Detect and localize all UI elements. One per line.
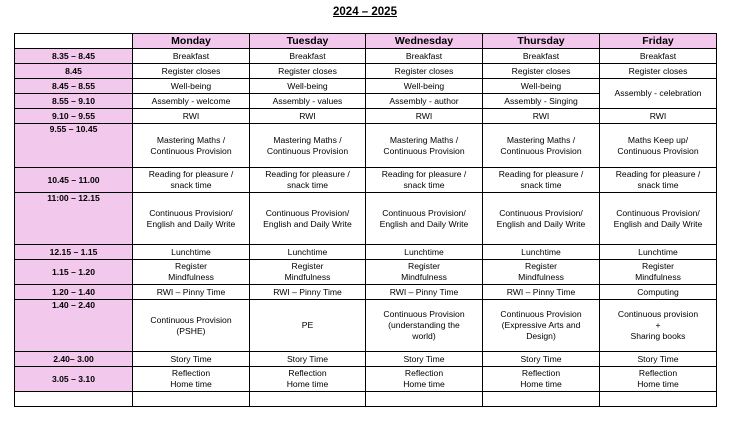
activity-cell-friday: [600, 367, 717, 392]
activity-text: Continuous Provision: [150, 145, 232, 156]
activity-cell-monday: [133, 168, 250, 193]
activity-cell-monday: [133, 79, 250, 94]
activity-text: Continuous Provision: [383, 309, 465, 319]
activity-text: Reading for pleasure /: [148, 169, 234, 179]
activity-text: Continuous provision: [617, 309, 699, 319]
activity-text: Mastering Maths /: [506, 134, 576, 145]
timetable-row: [15, 124, 717, 168]
activity-text: Continuous Provision: [266, 145, 349, 156]
activity-text: Assembly - Singing: [504, 95, 578, 106]
activity-text: RWI – Pinny Time: [156, 286, 226, 297]
activity-text: Mindfulness: [518, 272, 564, 282]
time-slot-cell: 1.15 – 1.20: [15, 260, 133, 285]
activity-text: Lunchtime: [287, 246, 328, 257]
activity-cell-thursday: [483, 367, 600, 392]
time-slot-cell: 11:00 – 12.15: [15, 193, 133, 245]
activity-text: (Expressive Arts and: [501, 320, 581, 330]
activity-cell-thursday: [483, 79, 600, 94]
day-header-row: [15, 34, 717, 49]
activity-text: English and Daily Write: [613, 218, 703, 229]
activity-cell-tuesday: [250, 245, 366, 260]
activity-text: snack time: [637, 180, 679, 190]
activity-text: Continuous Provision: [383, 145, 465, 156]
activity-text: snack time: [520, 180, 562, 190]
activity-cell-friday: [600, 392, 717, 407]
activity-text: Mindfulness: [401, 272, 447, 282]
day-header-friday: Friday: [600, 34, 717, 49]
activity-text: Assembly - author: [389, 95, 459, 106]
time-slot-cell: 8.45 – 8.55: [15, 79, 133, 94]
activity-cell-tuesday: [250, 94, 366, 109]
activity-text: English and Daily Write: [263, 218, 352, 229]
activity-text: Story Time: [403, 353, 445, 364]
activity-cell-wednesday: [366, 124, 483, 168]
activity-text: Mindfulness: [635, 272, 681, 282]
activity-cell-monday: [133, 109, 250, 124]
time-slot-cell: 2.40– 3.00: [15, 352, 133, 367]
day-header-thursday: Thursday: [483, 34, 600, 49]
activity-text: Reflection: [404, 368, 444, 378]
activity-cell-tuesday: [250, 260, 366, 285]
activity-text: Home time: [403, 379, 445, 389]
activity-text: Reflection: [638, 368, 678, 378]
activity-text: Continuous Provision: [500, 145, 582, 156]
activity-text: (PSHE): [176, 325, 206, 336]
activity-text: Lunchtime: [171, 246, 211, 257]
activity-cell-friday: [600, 168, 717, 193]
activity-cell-wednesday: [366, 168, 483, 193]
activity-text: Design): [526, 331, 556, 341]
activity-cell-tuesday: [250, 285, 366, 300]
activity-cell-monday: [133, 352, 250, 367]
activity-cell-tuesday: [250, 79, 366, 94]
timetable-row: [15, 49, 717, 64]
activity-cell-monday: [133, 64, 250, 79]
activity-cell-tuesday: [250, 124, 366, 168]
activity-text: Continuous Provision: [150, 314, 232, 325]
activity-text: Register closes: [394, 65, 454, 76]
activity-cell-friday: [600, 193, 717, 245]
activity-cell-friday: [600, 245, 717, 260]
activity-cell-wednesday: [366, 193, 483, 245]
activity-text: Home time: [170, 379, 212, 389]
activity-text: RWI: [299, 110, 316, 121]
activity-cell-monday: [133, 245, 250, 260]
activity-text: Continuous Provision/: [382, 207, 466, 218]
activity-text: English and Daily Write: [146, 218, 236, 229]
activity-cell-friday: [600, 109, 717, 124]
activity-cell-friday: [600, 285, 717, 300]
activity-cell-monday: [133, 94, 250, 109]
activity-text: Home time: [637, 379, 679, 389]
time-slot-cell: 8.55 – 9.10: [15, 94, 133, 109]
activity-cell-tuesday: [250, 193, 366, 245]
activity-cell-tuesday: [250, 49, 366, 64]
activity-text: Register closes: [278, 65, 337, 76]
activity-cell-thursday: [483, 124, 600, 168]
activity-cell-friday: [600, 79, 717, 109]
timetable-row: [15, 168, 717, 193]
activity-cell-monday: [133, 124, 250, 168]
activity-text: Reading for pleasure /: [615, 169, 701, 179]
activity-cell-friday: [600, 352, 717, 367]
activity-cell-thursday: [483, 260, 600, 285]
activity-text: RWI: [649, 110, 667, 121]
timetable: [14, 33, 717, 407]
activity-text: Continuous Provision/: [149, 207, 233, 218]
activity-cell-tuesday: [250, 64, 366, 79]
timetable-row: [15, 245, 717, 260]
activity-cell-monday: [133, 300, 250, 352]
activity-text: Home time: [286, 379, 329, 389]
time-slot-cell: [15, 392, 133, 407]
time-slot-cell: 8.35 – 8.45: [15, 49, 133, 64]
activity-cell-tuesday: [250, 168, 366, 193]
time-slot-cell: 9.10 – 9.55: [15, 109, 133, 124]
activity-cell-friday: [600, 260, 717, 285]
activity-text: Breakfast: [289, 50, 326, 61]
activity-text: Reflection: [288, 368, 327, 378]
activity-cell-wednesday: [366, 109, 483, 124]
activity-cell-wednesday: [366, 300, 483, 352]
activity-text: Register: [525, 261, 557, 271]
activity-cell-wednesday: [366, 260, 483, 285]
activity-text: Computing: [637, 286, 679, 297]
activity-cell-thursday: [483, 49, 600, 64]
activity-text: Mindfulness: [284, 272, 331, 282]
activity-cell-wednesday: [366, 352, 483, 367]
activity-cell-wednesday: [366, 367, 483, 392]
activity-text: Register: [291, 261, 324, 271]
activity-text: Register: [408, 261, 440, 271]
activity-cell-tuesday: [250, 352, 366, 367]
time-slot-cell: 1.20 – 1.40: [15, 285, 133, 300]
activity-cell-tuesday: [250, 109, 366, 124]
activity-cell-wednesday: [366, 94, 483, 109]
timetable-row: [15, 64, 717, 79]
activity-cell-monday: [133, 285, 250, 300]
time-slot-cell: 10.45 – 11.00: [15, 168, 133, 193]
activity-text: Reading for pleasure /: [265, 169, 350, 179]
activity-cell-thursday: [483, 392, 600, 407]
timetable-row: [15, 193, 717, 245]
activity-text: Assembly - values: [272, 95, 343, 106]
activity-cell-monday: [133, 367, 250, 392]
time-slot-cell: 8.45: [15, 64, 133, 79]
activity-text: Story Time: [637, 353, 679, 364]
activity-text: Assembly - celebration: [614, 88, 702, 98]
activity-text: Reading for pleasure /: [498, 169, 584, 179]
activity-text: English and Daily Write: [379, 218, 469, 229]
activity-text: Reflection: [171, 368, 211, 378]
activity-cell-monday: [133, 392, 250, 407]
activity-cell-monday: [133, 260, 250, 285]
activity-text: Breakfast: [522, 50, 560, 61]
activity-text: Well-being: [520, 80, 562, 91]
activity-text: Sharing books: [630, 331, 686, 341]
activity-text: Reading for pleasure /: [381, 169, 467, 179]
activity-cell-tuesday: [250, 392, 366, 407]
activity-cell-monday: [133, 193, 250, 245]
activity-text: Mastering Maths /: [389, 134, 459, 145]
activity-cell-friday: [600, 64, 717, 79]
timetable-row: [15, 367, 717, 392]
time-slot-cell: 3.05 – 3.10: [15, 367, 133, 392]
activity-cell-wednesday: [366, 245, 483, 260]
timetable-row: [15, 285, 717, 300]
activity-cell-thursday: [483, 109, 600, 124]
activity-cell-friday: [600, 49, 717, 64]
activity-cell-tuesday: [250, 300, 366, 352]
activity-text: RWI: [532, 110, 550, 121]
activity-text: Story Time: [170, 353, 212, 364]
corner-cell: [15, 34, 133, 49]
activity-text: Breakfast: [405, 50, 443, 61]
time-slot-cell: 9.55 – 10.45: [15, 124, 133, 168]
activity-text: Well-being: [287, 80, 328, 91]
activity-cell-wednesday: [366, 64, 483, 79]
activity-text: Continuous Provision: [617, 145, 699, 156]
timetable-row: [15, 392, 717, 407]
activity-text: (understanding the: [388, 320, 460, 330]
activity-cell-thursday: [483, 245, 600, 260]
activity-text: world): [412, 331, 436, 341]
activity-text: RWI: [415, 110, 433, 121]
activity-text: Breakfast: [639, 50, 677, 61]
timetable-row: [15, 79, 717, 94]
activity-text: +: [655, 320, 661, 330]
activity-text: Mastering Maths /: [156, 134, 226, 145]
activity-text: Reflection: [521, 368, 561, 378]
activity-cell-thursday: [483, 64, 600, 79]
activity-text: Assembly - welcome: [151, 95, 231, 106]
activity-cell-thursday: [483, 285, 600, 300]
activity-text: Register closes: [161, 65, 221, 76]
day-header-wednesday: Wednesday: [366, 34, 483, 49]
activity-text: Continuous Provision/: [616, 207, 700, 218]
activity-text: Continuous Provision/: [499, 207, 583, 218]
activity-text: Continuous Provision: [500, 309, 582, 319]
activity-cell-monday: [133, 49, 250, 64]
activity-cell-wednesday: [366, 392, 483, 407]
activity-text: Lunchtime: [638, 246, 678, 257]
time-slot-cell: 12.15 – 1.15: [15, 245, 133, 260]
activity-text: Register closes: [511, 65, 571, 76]
activity-text: Register: [175, 261, 207, 271]
time-slot-cell: 1.40 – 2.40: [15, 300, 133, 352]
activity-text: RWI: [182, 110, 200, 121]
activity-text: Continuous Provision/: [265, 207, 350, 218]
activity-text: Register: [642, 261, 674, 271]
activity-cell-thursday: [483, 193, 600, 245]
activity-cell-tuesday: [250, 367, 366, 392]
activity-cell-thursday: [483, 168, 600, 193]
activity-text: RWI – Pinny Time: [389, 286, 459, 297]
activity-cell-thursday: [483, 352, 600, 367]
activity-text: Lunchtime: [404, 246, 444, 257]
activity-cell-wednesday: [366, 285, 483, 300]
timetable-row: [15, 300, 717, 352]
activity-text: snack time: [286, 180, 329, 190]
activity-cell-wednesday: [366, 79, 483, 94]
activity-text: snack time: [403, 180, 445, 190]
activity-text: Lunchtime: [521, 246, 561, 257]
activity-text: RWI – Pinny Time: [506, 286, 576, 297]
activity-cell-thursday: [483, 300, 600, 352]
activity-text: English and Daily Write: [496, 218, 586, 229]
activity-text: Well-being: [403, 80, 445, 91]
activity-text: snack time: [170, 180, 212, 190]
timetable-row: [15, 260, 717, 285]
activity-text: Well-being: [170, 80, 212, 91]
timetable-row: [15, 109, 717, 124]
timetable-title: 2024 – 2025: [333, 6, 397, 18]
timetable-row: [15, 352, 717, 367]
activity-text: PE: [301, 320, 314, 330]
activity-text: Home time: [520, 379, 562, 389]
activity-text: Story Time: [286, 353, 329, 364]
day-header-tuesday: Tuesday: [250, 34, 366, 49]
activity-text: Maths Keep up/: [627, 134, 689, 145]
activity-text: RWI – Pinny Time: [273, 286, 342, 297]
activity-cell-wednesday: [366, 49, 483, 64]
activity-cell-friday: [600, 124, 717, 168]
activity-text: Mindfulness: [168, 272, 214, 282]
activity-text: Story Time: [520, 353, 562, 364]
activity-cell-thursday: [483, 94, 600, 109]
activity-text: Register closes: [628, 65, 688, 76]
activity-cell-friday: [600, 300, 717, 352]
activity-text: Mastering Maths /: [273, 134, 342, 145]
activity-text: Breakfast: [172, 50, 210, 61]
day-header-monday: Monday: [133, 34, 250, 49]
